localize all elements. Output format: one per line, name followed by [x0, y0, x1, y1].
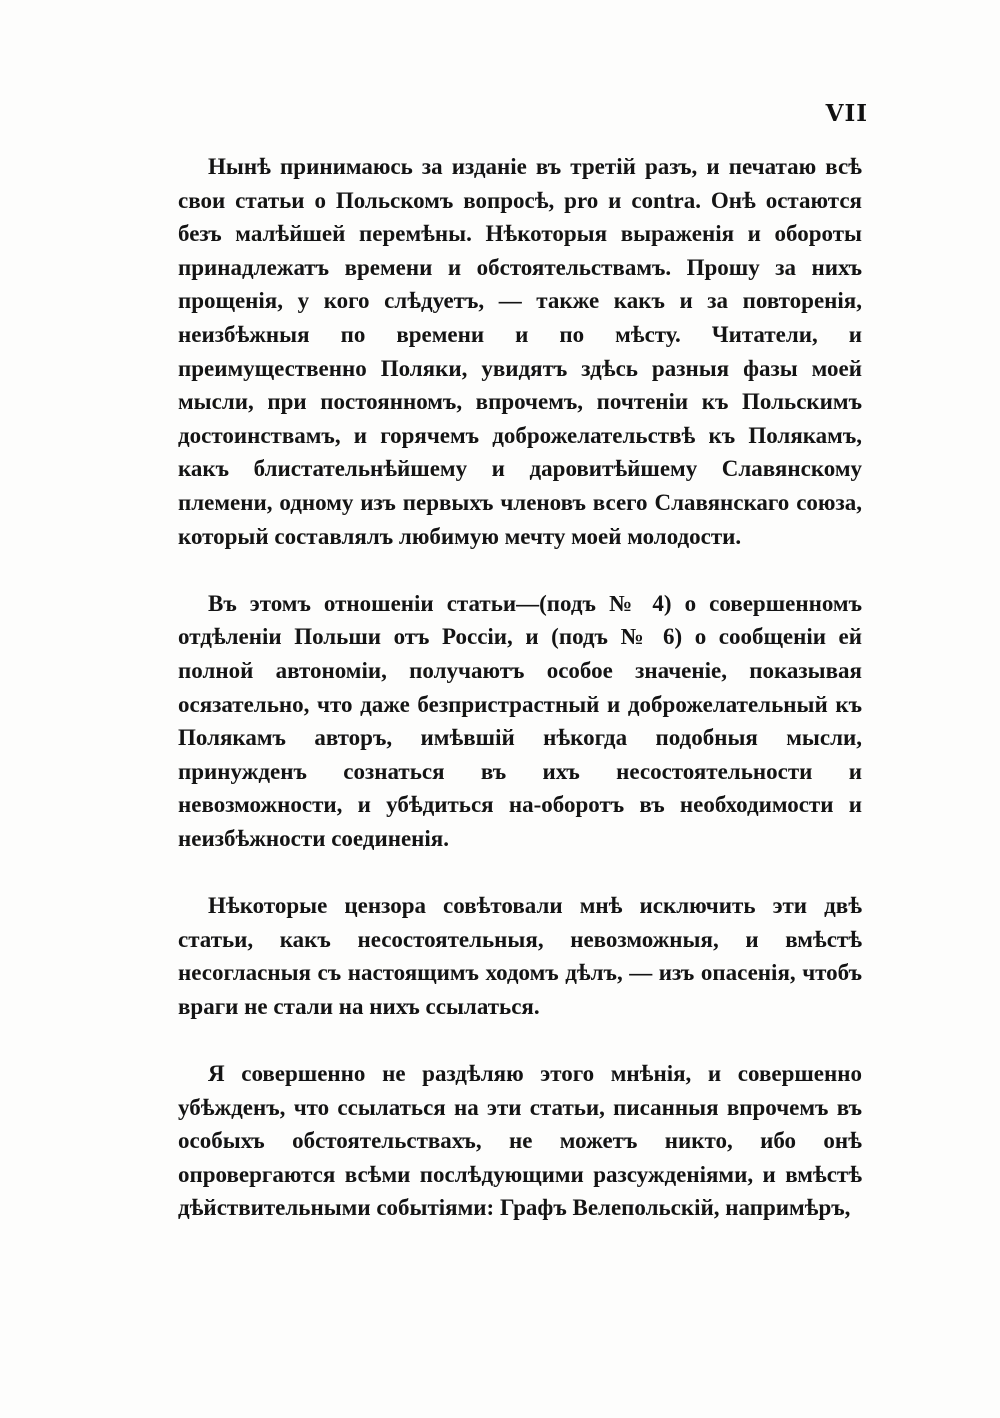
paragraph-2: Въ этомъ отношеніи статьи—(подъ № 4) о совершенномъ отдѣленіи Польши отъ Россіи, и (подъ № 6) о сообщеніи ей полной автономіи, получаютъ особое значеніе, показывая осязательно, что даже безпристрастный и доброжелательный къ Полякамъ авторъ, имѣвшій нѣкогда подобныя мысли, принужденъ сознаться въ ихъ несостоятельности и невозможности, и убѣдиться на-оборотъ въ необходимости и неизбѣжности соединенія. [178, 590, 862, 851]
page-number: VII [825, 100, 868, 127]
page-text [178, 150, 862, 1225]
paragraph-1: Нынѣ принимаюсь за изданіе въ третій разъ, и печатаю всѣ свои статьи о Польскомъ вопросѣ, pro и contra. Онѣ остаются безъ малѣйшей перемѣны. Нѣкоторыя выраженія и обороты принадлежатъ времени и обстоятельствамъ. Прошу за нихъ прощенія, у кого слѣдуетъ, — также какъ и за повторенія, неизбѣжныя по времени и по мѣсту. Читатели, и преимущественно Поляки, увидятъ здѣсь разныя фазы моей мысли, при постоянномъ, впрочемъ, почтеніи къ Польскимъ достоинствамъ, и горячемъ доброжелательствѣ къ Полякамъ, какъ блистательнѣйшему и даровитѣйшему Славянскому племени, одному изъ первыхъ членовъ всего Славянскаго союза, который составлялъ любимую мечту моей молодости. [178, 154, 862, 549]
paragraph-4: Я совершенно не раздѣляю этого мнѣнія, и совершенно убѣжденъ, что ссылаться на эти статьи, писанныя впрочемъ въ особыхъ обстоятельствахъ, не можетъ никто, ибо онѣ опровергаются всѣми послѣдующими разсужденіями, и вмѣстѣ дѣйствительными событіями: Графъ Велепольскій, напримѣръ, [178, 1061, 862, 1221]
paragraph-3: Нѣкоторые цензора совѣтовали мнѣ исключить эти двѣ статьи, какъ несостоятельныя, невозможныя, и вмѣстѣ несогласныя съ настоящимъ ходомъ дѣлъ, — изъ опасенія, чтобъ враги не стали на нихъ ссылаться. [178, 893, 862, 1019]
